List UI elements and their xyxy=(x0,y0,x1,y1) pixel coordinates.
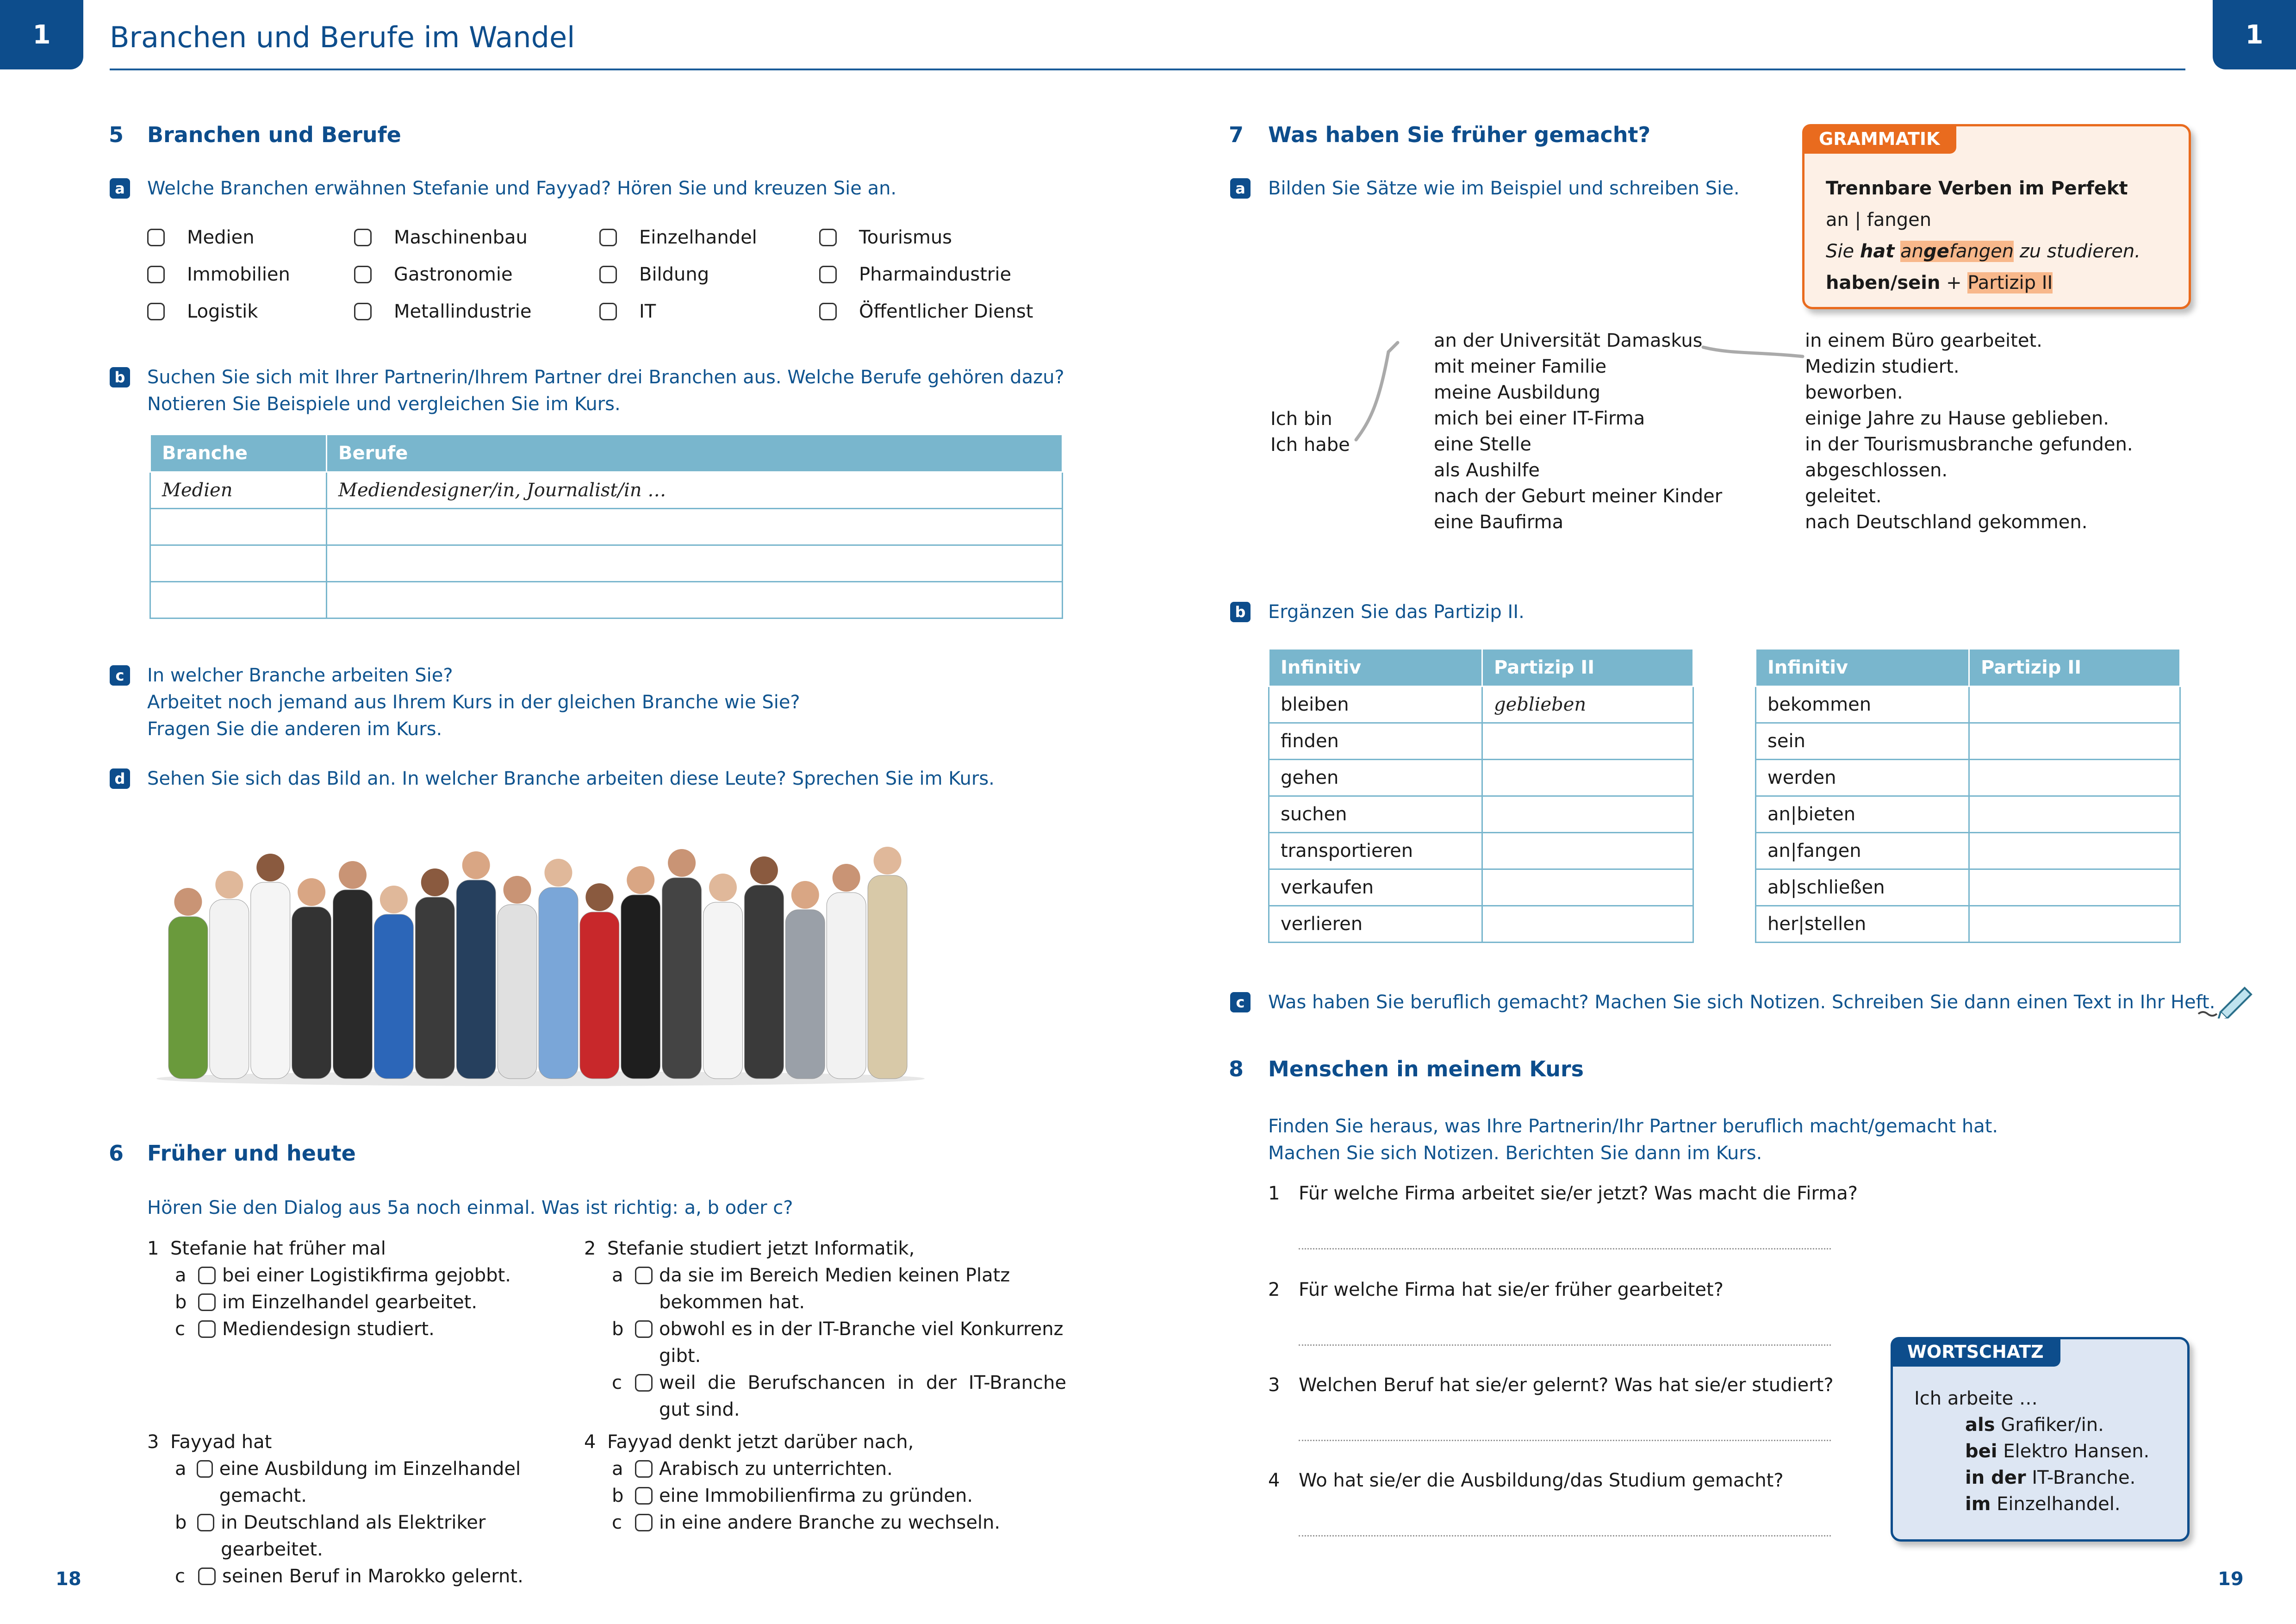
section-title: Was haben Sie früher gemacht? xyxy=(1268,122,1651,147)
participle-input[interactable] xyxy=(1969,833,2180,869)
option-label: Logistik xyxy=(187,301,258,322)
grammar-content xyxy=(1826,173,2140,299)
checkbox-icon[interactable] xyxy=(819,229,837,246)
answer-line[interactable] xyxy=(1299,1440,1831,1441)
option-label: Öffentlicher Dienst xyxy=(859,301,1033,322)
option-letter: c xyxy=(612,1512,622,1533)
checkbox-icon[interactable] xyxy=(599,303,617,320)
question-number: 2 xyxy=(584,1238,596,1259)
question-number: 4 xyxy=(1268,1470,1280,1491)
person-head xyxy=(462,851,490,879)
option-label: Immobilien xyxy=(187,264,290,285)
grammar-title: Trennbare Verben im Perfekt xyxy=(1826,178,2128,199)
option-text: in eine andere Branche zu wechseln. xyxy=(659,1512,1001,1533)
option-letter: b xyxy=(175,1292,187,1313)
table-row xyxy=(1269,760,1693,796)
title-rule xyxy=(110,69,2185,70)
infinitive-cell: verkaufen xyxy=(1269,869,1482,906)
branch-option[interactable] xyxy=(819,264,1011,285)
participle-input[interactable] xyxy=(1482,796,1693,833)
instruction: Hören Sie den Dialog aus 5a noch einmal. Was ist richtig: a, b oder c? xyxy=(147,1197,793,1218)
workers-group-photo xyxy=(147,806,934,1088)
sentence-part: nach Deutschland gekommen. xyxy=(1805,512,2088,533)
question-3 xyxy=(147,1429,578,1590)
vocabulary-line xyxy=(1965,1412,2149,1438)
instruction xyxy=(147,662,800,743)
option-label: Gastronomie xyxy=(394,264,513,285)
sentence-part: abgeschlossen. xyxy=(1805,460,1948,481)
instruction: Ergänzen Sie das Partizip II. xyxy=(1268,601,1524,623)
infinitive-cell: gehen xyxy=(1269,760,1482,796)
checkbox-icon[interactable] xyxy=(198,1293,216,1311)
vocabulary-rest: IT-Branche. xyxy=(2026,1467,2136,1488)
option-label: Tourismus xyxy=(859,227,952,248)
grammar-example-sentence xyxy=(1826,236,2140,267)
vocabulary-rest: Elektro Hansen. xyxy=(1997,1441,2150,1462)
chapter-tab-right xyxy=(2213,0,2296,69)
infinitive-cell: suchen xyxy=(1269,796,1482,833)
checkbox-icon[interactable] xyxy=(819,303,837,320)
person-figure xyxy=(539,887,578,1079)
option-letter: b xyxy=(612,1485,624,1506)
infinitive-cell: sein xyxy=(1756,723,1969,760)
person-figure xyxy=(827,893,866,1079)
table-cell[interactable]: Medien xyxy=(150,472,327,509)
option-label: Pharmaindustrie xyxy=(859,264,1012,285)
vocabulary-content xyxy=(1914,1386,2149,1518)
option-label: Maschinenbau xyxy=(394,227,528,248)
table-cell[interactable] xyxy=(150,545,327,582)
vocabulary-intro: Ich arbeite … xyxy=(1914,1388,2038,1409)
infinitive-cell: an|fangen xyxy=(1756,833,1969,869)
person-figure xyxy=(703,902,743,1079)
participle-input[interactable] xyxy=(1969,760,2180,796)
participle-input[interactable] xyxy=(1969,869,2180,906)
text: hat xyxy=(1860,241,1895,262)
grammar-box xyxy=(1802,124,2191,309)
connector-lines xyxy=(1351,333,1814,454)
option-text: weil die Berufschancen in der IT-Branche gut sind. xyxy=(659,1372,1066,1420)
section-number: 7 xyxy=(1229,122,1244,147)
subject-column xyxy=(1270,406,1350,458)
person-figure xyxy=(498,905,537,1079)
person-figure xyxy=(662,878,702,1079)
preposition: bei xyxy=(1965,1441,1997,1462)
task-letter: b xyxy=(1230,602,1251,622)
infinitive-cell: werden xyxy=(1756,760,1969,796)
sentence-part: Ich bin xyxy=(1270,408,1332,430)
table-row xyxy=(1756,906,2180,943)
question-1 xyxy=(147,1235,554,1343)
option-label: Bildung xyxy=(639,264,709,285)
infinitive-cell: transportieren xyxy=(1269,833,1482,869)
chapter-number: 1 xyxy=(2245,19,2264,50)
person-head xyxy=(585,883,613,911)
table-row xyxy=(1269,723,1693,760)
sentence-part: in einem Büro gearbeitet. xyxy=(1805,330,2042,351)
question-4 xyxy=(584,1429,1070,1536)
branch-option[interactable] xyxy=(147,227,255,248)
branch-table xyxy=(149,434,1063,619)
preposition: in der xyxy=(1965,1467,2026,1488)
text: zu studieren. xyxy=(2014,241,2140,262)
text: + xyxy=(1940,272,1968,294)
branch-option[interactable] xyxy=(354,301,531,322)
table-row xyxy=(1756,760,2180,796)
task-letter: c xyxy=(110,665,130,686)
branch-option[interactable] xyxy=(599,227,757,248)
task-letter: a xyxy=(110,178,130,199)
table-cell[interactable] xyxy=(327,582,1063,618)
option-letter: b xyxy=(612,1318,624,1340)
table-header: Branche xyxy=(150,435,327,472)
person-head xyxy=(380,886,408,913)
participle-table-right xyxy=(1755,648,2181,943)
sentence-part: mit meiner Familie xyxy=(1434,356,1607,377)
question-number: 1 xyxy=(1268,1183,1280,1204)
person-figure xyxy=(744,885,784,1079)
preposition: im xyxy=(1965,1493,1991,1515)
page-title: Branchen und Berufe im Wandel xyxy=(110,20,575,54)
vocabulary-tag: WORTSCHATZ xyxy=(1891,1337,2060,1367)
checkbox-icon[interactable] xyxy=(599,266,617,283)
participle-input[interactable] xyxy=(1969,906,2180,943)
infinitive-cell: bleiben xyxy=(1269,687,1482,723)
person-figure xyxy=(785,910,825,1079)
question-stem: Fayyad hat xyxy=(170,1431,272,1453)
option-letter: b xyxy=(175,1512,187,1533)
checkbox-icon[interactable] xyxy=(147,303,165,320)
preposition: als xyxy=(1965,1414,1995,1436)
table-row xyxy=(1269,687,1693,723)
participle-table-left xyxy=(1268,648,1694,943)
answer-line[interactable] xyxy=(1299,1248,1831,1249)
question-number: 3 xyxy=(147,1431,159,1453)
instruction: Bilden Sie Sätze wie im Beispiel und schreiben Sie. xyxy=(1268,178,1740,199)
vocabulary-lines xyxy=(1965,1412,2149,1518)
option-label: Metallindustrie xyxy=(394,301,532,322)
question-text: Welchen Beruf hat sie/er gelernt? Was hat sie/er studiert? xyxy=(1299,1374,1834,1396)
answer-line[interactable] xyxy=(1299,1535,1831,1537)
question-number: 2 xyxy=(1268,1279,1280,1300)
section-number: 8 xyxy=(1229,1056,1244,1081)
infinitive-cell: finden xyxy=(1269,723,1482,760)
branch-option[interactable] xyxy=(354,264,513,285)
checkbox-icon[interactable] xyxy=(354,229,372,246)
question-stem: Stefanie studiert jetzt Informatik, xyxy=(607,1238,915,1259)
option-letter: c xyxy=(612,1372,622,1393)
branch-option[interactable] xyxy=(819,301,1033,322)
table-row xyxy=(1269,833,1693,869)
table-row xyxy=(1756,796,2180,833)
option-text: seinen Beruf in Marokko gelernt. xyxy=(222,1566,523,1587)
question-stem: Fayyad denkt jetzt darüber nach, xyxy=(607,1431,914,1453)
table-row xyxy=(1756,869,2180,906)
participle-column xyxy=(1805,328,2133,535)
person-head xyxy=(256,854,284,881)
question-text: Für welche Firma hat sie/er früher gearbeitet? xyxy=(1299,1279,1724,1300)
checkbox-icon[interactable] xyxy=(635,1460,653,1478)
sentence-part: meine Ausbildung xyxy=(1434,382,1601,403)
option-label: Medien xyxy=(187,227,255,248)
section-number: 5 xyxy=(109,122,124,147)
table-header: Partizip II xyxy=(1482,649,1693,687)
table-row xyxy=(1269,796,1693,833)
vocabulary-line xyxy=(1965,1491,2149,1518)
option-text: da sie im Bereich Medien keinen Platz bekommen hat. xyxy=(659,1265,1010,1313)
text: fangen xyxy=(1949,241,2014,262)
task-letter: b xyxy=(110,367,130,387)
question-text: Für welche Firma arbeitet sie/er jetzt? Was macht die Firma? xyxy=(1299,1183,1858,1204)
person-figure xyxy=(210,899,249,1079)
checkbox-icon[interactable] xyxy=(198,1267,216,1284)
vocabulary-line xyxy=(1965,1438,2149,1465)
checkbox-icon[interactable] xyxy=(197,1460,213,1478)
person-head xyxy=(544,859,572,887)
option-letter: a xyxy=(612,1458,623,1480)
branch-option[interactable] xyxy=(147,264,290,285)
sentence-part: einige Jahre zu Hause geblieben. xyxy=(1805,408,2109,429)
option-text: eine Ausbildung im Einzelhandel gemacht. xyxy=(219,1458,521,1506)
sentence-part: eine Stelle xyxy=(1434,434,1531,455)
vocabulary-box xyxy=(1891,1337,2190,1542)
participle-input[interactable]: geblieben xyxy=(1482,687,1693,723)
option-text: eine Immobilienfirma zu gründen. xyxy=(659,1485,973,1506)
table-row xyxy=(1269,869,1693,906)
grammar-example-verb: an | fangen xyxy=(1826,209,1932,231)
instruction: Was haben Sie beruflich gemacht? Machen Sie sich Notizen. Schreiben Sie dann einen Text in Ihr Heft. xyxy=(1268,992,2215,1013)
instruction-line: Arbeitet noch jemand aus Ihrem Kurs in der gleichen Branche wie Sie? xyxy=(147,692,800,713)
sentence-part: in der Tourismusbranche gefunden. xyxy=(1805,434,2133,455)
checkbox-icon[interactable] xyxy=(197,1514,214,1531)
checkbox-icon[interactable] xyxy=(354,266,372,283)
option-letter: a xyxy=(175,1265,187,1286)
question-2 xyxy=(584,1235,1070,1423)
table-header: Partizip II xyxy=(1969,649,2180,687)
person-figure xyxy=(374,914,413,1079)
checkbox-icon[interactable] xyxy=(354,303,372,320)
option-text: Mediendesign studiert. xyxy=(222,1318,435,1340)
chapter-tab-left xyxy=(0,0,83,69)
person-figure xyxy=(333,890,373,1079)
question-number: 3 xyxy=(1268,1374,1280,1396)
person-figure xyxy=(251,882,290,1079)
person-figure xyxy=(292,907,331,1079)
text: haben/sein xyxy=(1826,272,1941,294)
option-letter: a xyxy=(612,1265,623,1286)
sentence-part: Medizin studiert. xyxy=(1805,356,1960,377)
participle-input[interactable] xyxy=(1482,833,1693,869)
participle-input[interactable] xyxy=(1482,723,1693,760)
table-header: Infinitiv xyxy=(1269,649,1482,687)
checkbox-icon[interactable] xyxy=(635,1374,653,1392)
instruction xyxy=(147,364,1064,418)
instruction-line: Fragen Sie die anderen im Kurs. xyxy=(147,718,442,740)
question-text: Wo hat sie/er die Ausbildung/das Studium gemacht? xyxy=(1299,1470,1784,1491)
option-letter: c xyxy=(175,1566,185,1587)
question-number: 1 xyxy=(147,1238,159,1259)
checkbox-icon[interactable] xyxy=(635,1267,653,1284)
checkbox-icon[interactable] xyxy=(635,1320,653,1338)
person-figure xyxy=(415,897,454,1079)
checkbox-icon[interactable] xyxy=(147,266,165,283)
infinitive-cell: an|bieten xyxy=(1756,796,1969,833)
branch-option[interactable] xyxy=(599,264,709,285)
table-row xyxy=(1756,833,2180,869)
page-number-left: 18 xyxy=(56,1568,81,1590)
person-figure xyxy=(456,880,496,1079)
table-cell[interactable]: Mediendesigner/in, Journalist/in … xyxy=(327,472,1063,509)
person-head xyxy=(833,864,860,892)
section-title: Früher und heute xyxy=(147,1141,356,1166)
table-row xyxy=(1756,687,2180,723)
sentence-part: eine Baufirma xyxy=(1434,512,1564,533)
participle-input[interactable] xyxy=(1482,906,1693,943)
text: Sie xyxy=(1826,241,1860,262)
option-text: in Deutschland als Elektriker gearbeitet. xyxy=(221,1512,486,1560)
checkbox-icon[interactable] xyxy=(635,1514,653,1531)
sentence-part: beworben. xyxy=(1805,382,1903,403)
person-head xyxy=(668,849,696,877)
person-head xyxy=(174,888,202,916)
participle-input[interactable] xyxy=(1482,869,1693,906)
instruction xyxy=(1268,1113,1998,1167)
table-row xyxy=(1756,723,2180,760)
person-head xyxy=(504,876,531,904)
text: Partizip II xyxy=(1967,272,2053,294)
question-number: 4 xyxy=(584,1431,596,1453)
task-letter: a xyxy=(1230,178,1251,199)
infinitive-cell: ab|schließen xyxy=(1756,869,1969,906)
checkbox-icon[interactable] xyxy=(819,266,837,283)
vocabulary-rest: Einzelhandel. xyxy=(1991,1493,2121,1515)
branch-option[interactable] xyxy=(819,227,952,248)
task-letter: c xyxy=(1230,992,1251,1012)
table-cell[interactable] xyxy=(327,545,1063,582)
infinitive-cell: her|stellen xyxy=(1756,906,1969,943)
table-cell[interactable] xyxy=(327,509,1063,545)
answer-line[interactable] xyxy=(1299,1344,1831,1346)
table-row xyxy=(1269,906,1693,943)
person-head xyxy=(874,847,902,874)
sentence-part: an der Universität Damaskus xyxy=(1434,330,1703,351)
instruction-line: Suchen Sie sich mit Ihrer Partnerin/Ihrem Partner drei Branchen aus. Welche Berufe gehören dazu? xyxy=(147,367,1064,388)
checkbox-icon[interactable] xyxy=(198,1320,216,1338)
grammar-rule xyxy=(1826,267,2140,299)
person-head xyxy=(298,878,325,906)
option-text: Arabisch zu unterrichten. xyxy=(659,1458,893,1480)
person-figure xyxy=(868,875,907,1079)
branch-option[interactable] xyxy=(599,301,656,322)
option-label: IT xyxy=(639,301,656,322)
table-header: Berufe xyxy=(327,435,1063,472)
person-head xyxy=(215,871,243,899)
section-title: Menschen in meinem Kurs xyxy=(1268,1056,1584,1081)
checkbox-icon[interactable] xyxy=(635,1487,653,1505)
text: ge xyxy=(1923,241,1949,262)
option-text: bei einer Logistikfirma gejobbt. xyxy=(222,1265,511,1286)
person-head xyxy=(421,868,449,896)
table-cell[interactable] xyxy=(150,582,327,618)
instruction: Welche Branchen erwähnen Stefanie und Fayyad? Hören Sie und kreuzen Sie an. xyxy=(147,178,897,199)
sentence-part: geleitet. xyxy=(1805,486,1882,507)
person-head xyxy=(709,874,737,901)
option-letter: a xyxy=(175,1458,187,1480)
checkbox-icon[interactable] xyxy=(198,1568,216,1585)
checkbox-icon[interactable] xyxy=(599,229,617,246)
page-number-right: 19 xyxy=(2218,1568,2244,1590)
instruction-line: Machen Sie sich Notizen. Berichten Sie dann im Kurs. xyxy=(1268,1143,1762,1164)
task-letter: d xyxy=(110,768,130,789)
instruction-line: Finden Sie heraus, was Ihre Partnerin/Ihr Partner beruflich macht/gemacht hat. xyxy=(1268,1116,1998,1137)
participle-input[interactable] xyxy=(1969,796,2180,833)
sentence-part: nach der Geburt meiner Kinder xyxy=(1434,486,1723,507)
branch-option[interactable] xyxy=(147,301,258,322)
participle-input[interactable] xyxy=(1969,723,2180,760)
table-cell[interactable] xyxy=(150,509,327,545)
person-head xyxy=(339,861,367,889)
pencil-icon xyxy=(2194,981,2254,1018)
person-figure xyxy=(621,895,660,1079)
highlight xyxy=(1900,241,2014,262)
sentence-part: Ich habe xyxy=(1270,434,1350,456)
participle-input[interactable] xyxy=(1969,687,2180,723)
instruction-line: Notieren Sie Beispiele und vergleichen Sie im Kurs. xyxy=(147,394,621,415)
option-text: obwohl es in der IT-Branche viel Konkurrenz gibt. xyxy=(659,1318,1064,1367)
infinitive-cell: bekommen xyxy=(1756,687,1969,723)
instruction: Sehen Sie sich das Bild an. In welcher Branche arbeiten diese Leute? Sprechen Sie im Kurs. xyxy=(147,768,995,789)
section-title: Branchen und Berufe xyxy=(147,122,401,147)
person-figure xyxy=(580,912,619,1079)
person-head xyxy=(627,866,654,894)
text: an xyxy=(1900,241,1924,262)
section-number: 6 xyxy=(109,1141,124,1166)
instruction-line: In welcher Branche arbeiten Sie? xyxy=(147,665,453,686)
infinitive-cell: verlieren xyxy=(1269,906,1482,943)
option-text: im Einzelhandel gearbeitet. xyxy=(222,1292,478,1313)
person-head xyxy=(750,856,778,884)
participle-input[interactable] xyxy=(1482,760,1693,796)
checkbox-icon[interactable] xyxy=(147,229,165,246)
vocabulary-rest: Grafiker/in. xyxy=(1995,1414,2104,1436)
person-figure xyxy=(168,917,208,1079)
question-stem: Stefanie hat früher mal xyxy=(170,1238,386,1259)
option-label: Einzelhandel xyxy=(639,227,757,248)
sentence-part: mich bei einer IT-Firma xyxy=(1434,408,1645,429)
person-head xyxy=(791,881,819,909)
table-header: Infinitiv xyxy=(1756,649,1969,687)
sentence-part: als Aushilfe xyxy=(1434,460,1540,481)
grammar-tag: GRAMMATIK xyxy=(1802,124,1956,154)
vocabulary-line xyxy=(1965,1465,2149,1491)
chapter-number: 1 xyxy=(32,19,51,50)
option-letter: c xyxy=(175,1318,185,1340)
branch-option[interactable] xyxy=(354,227,528,248)
